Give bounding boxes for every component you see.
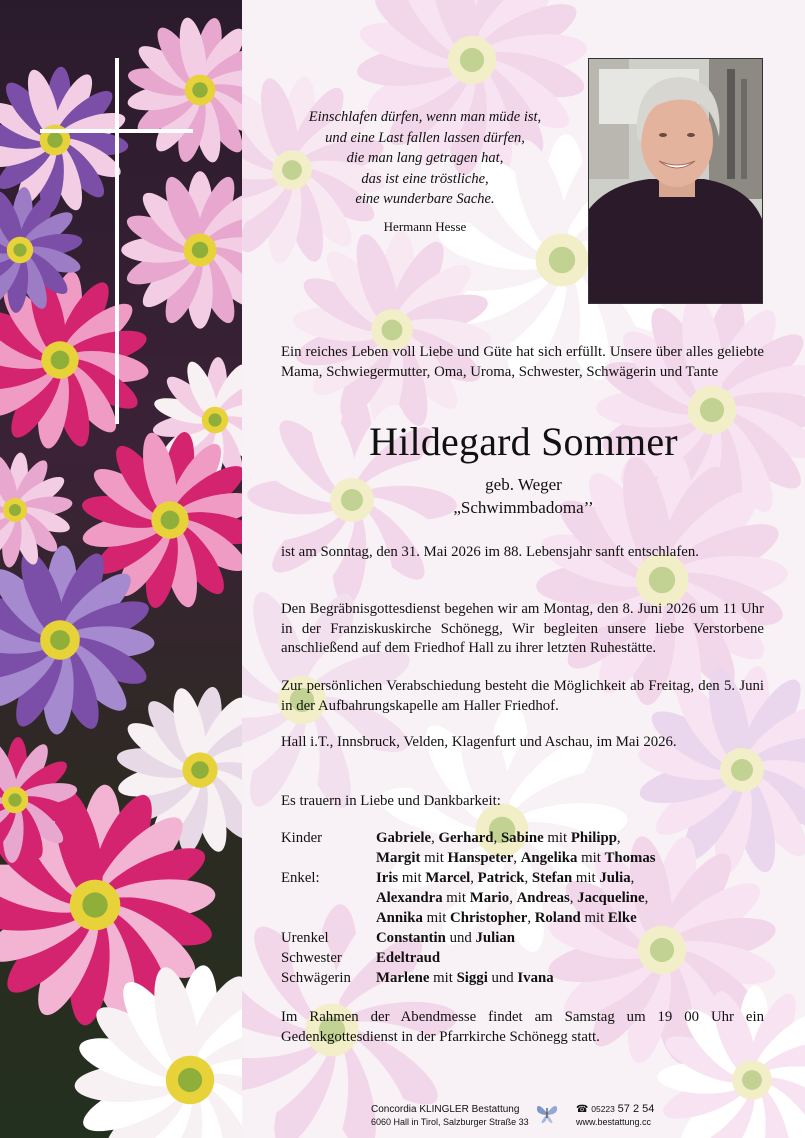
mourner-connector: ,: [569, 890, 578, 906]
mourner-row: [281, 928, 656, 948]
mourner-name: Christopher: [450, 910, 528, 926]
mourner-names: [376, 928, 656, 948]
mourner-names: [376, 828, 656, 848]
mourner-connector: mit: [577, 850, 605, 866]
maiden-name: geb. Weger: [485, 475, 562, 494]
mourner-connector: ,: [470, 870, 478, 886]
quote-line: das ist eine tröstliche,: [361, 170, 489, 187]
mourner-row: [281, 948, 656, 968]
quote: [275, 107, 575, 210]
phone-number: 57 2 54: [617, 1103, 655, 1115]
place-date: Hall i.T., Innsbruck, Velden, Klagenfurt und Aschau, im Mai 2026.: [281, 734, 677, 750]
memorial-notice: Im Rahmen der Abendmesse findet am Samstag um 19 00 Uhr ein Gedenkgottesdienst in der Pfarrkirche Schönegg statt.: [281, 1009, 764, 1045]
mourner-name: Julia: [599, 870, 631, 886]
mourner-connector: ,: [644, 890, 649, 906]
mourner-connector: mit: [580, 910, 608, 926]
mourner-name: Patrick: [477, 870, 525, 886]
mourner-name: Roland: [534, 910, 581, 926]
mourner-names: [376, 888, 656, 908]
mourner-name: Marlene: [376, 970, 430, 986]
mourner-names: [376, 908, 656, 928]
relation-label: Schwägerin: [281, 970, 351, 986]
mourner-names: [376, 948, 656, 968]
mourner-name: Marcel: [425, 870, 471, 886]
mourner-connector: ,: [431, 830, 439, 846]
mourner-name: Ivana: [517, 970, 554, 986]
mourner-connector: mit: [420, 850, 448, 866]
mourner-name: Edeltraud: [376, 950, 441, 966]
phone-icon: ☎: [576, 1104, 589, 1115]
mourner-row: [281, 868, 656, 888]
mourner-name: Julian: [475, 930, 515, 946]
phone: [576, 1103, 696, 1116]
relation-spacer: [281, 908, 376, 928]
mourner-connector: mit: [442, 890, 470, 906]
mourner-connector: mit: [398, 870, 426, 886]
mourner-names: [376, 868, 656, 888]
relation-spacer: [281, 888, 376, 908]
quote-line: und eine Last fallen lassen dürfen,: [325, 129, 525, 146]
mourner-name: Andreas: [516, 890, 570, 906]
funeral-info: Den Begräbnisgottesdienst begehen wir am Montag, den 8. Juni 2026 um 11 Uhr in der Franziskuskirche Schönegg, Wir begleiten unsere liebe Verstorbene anschließend auf dem Friedhof Hall zu ihrer letzten Ruhestätte.: [281, 601, 764, 656]
flower-panel: [0, 0, 242, 1138]
mourner-name: Sabine: [500, 830, 544, 846]
mourner-connector: mit: [543, 830, 571, 846]
mourners-intro: Es trauern in Liebe und Dankbarkeit:: [281, 793, 501, 809]
quote-line: eine wunderbare Sache.: [355, 191, 495, 207]
farewell-info: Zur persönlichen Verabschiedung besteht die Möglichkeit ab Freitag, den 5. Juni in der Aufbahrungskapelle am Haller Friedhof.: [281, 678, 764, 714]
quote-line: die man lang getragen hat,: [346, 150, 504, 166]
mourner-name: Philipp: [570, 830, 617, 846]
butterfly-icon: [535, 1100, 559, 1126]
mourner-connector: und: [487, 970, 518, 986]
relation-label: Schwester: [281, 950, 342, 966]
relation-label: Urenkel: [281, 930, 329, 946]
relation-label: Kinder: [281, 830, 323, 846]
mourner-connector: ,: [527, 910, 535, 926]
deceased-name: Hildegard Sommer: [369, 419, 678, 464]
mourner-name: Elke: [607, 910, 637, 926]
mourner-connector: ,: [630, 870, 635, 886]
website-link[interactable]: www.bestattung.cc: [576, 1117, 652, 1127]
mourner-row: [281, 888, 656, 908]
mourner-name: Angelika: [520, 850, 578, 866]
mourner-name: Thomas: [604, 850, 656, 866]
mourner-name: Margit: [376, 850, 421, 866]
company-name: Concordia KLINGLER Bestattung: [371, 1104, 520, 1115]
mourner-connector: und: [445, 930, 476, 946]
cross-icon: [0, 0, 242, 1138]
mourner-name: Constantin: [376, 930, 446, 946]
mourner-name: Hanspeter: [447, 850, 514, 866]
mourner-connector: mit: [572, 870, 600, 886]
mourner-connector: mit: [422, 910, 451, 926]
mourner-name: Siggi: [456, 970, 488, 986]
nickname: „Schwimmbadoma’’: [453, 498, 594, 517]
phone-prefix: 05223: [591, 1104, 615, 1114]
mourner-connector: ,: [616, 830, 621, 846]
mourner-names: [376, 848, 656, 868]
mourner-connector: ,: [513, 850, 521, 866]
mourner-name: Mario: [469, 890, 510, 906]
death-notice: ist am Sonntag, den 31. Mai 2026 im 88. Lebensjahr sanft entschlafen.: [281, 544, 699, 560]
relation-label: Enkel:: [281, 870, 320, 886]
mourner-name: Stefan: [531, 870, 573, 886]
intro-text: Ein reiches Leben voll Liebe und Güte hat sich erfüllt. Unsere über alles geliebte Mama, Schwiegermutter, Oma, Uroma, Schwester, Schwägerin und Tante: [281, 344, 764, 380]
quote-author: Hermann Hesse: [383, 219, 467, 234]
quote-line: Einschlafen dürfen, wenn man müde ist,: [308, 109, 542, 125]
mourner-row: [281, 848, 656, 868]
mourner-row: [281, 968, 656, 988]
mourners-table: [281, 828, 656, 988]
mourner-row: [281, 908, 656, 928]
mourner-connector: ,: [493, 830, 501, 846]
mourners-list: [281, 828, 764, 988]
mourner-names: [376, 968, 656, 988]
mourner-name: Alexandra: [376, 890, 443, 906]
mourner-name: Gabriele: [376, 830, 432, 846]
mourner-name: Annika: [376, 910, 423, 926]
company-address: 6060 Hall in Tirol, Salzburger Straße 33: [371, 1117, 529, 1127]
mourner-name: Iris: [376, 870, 399, 886]
portrait-photo: [588, 58, 763, 304]
mourner-name: Jacqueline: [577, 890, 645, 906]
mourner-connector: ,: [524, 870, 532, 886]
relation-spacer: [281, 848, 376, 868]
mourner-name: Gerhard: [438, 830, 494, 846]
mourner-connector: mit: [429, 970, 457, 986]
mourner-connector: ,: [509, 890, 517, 906]
mourner-row: [281, 828, 656, 848]
